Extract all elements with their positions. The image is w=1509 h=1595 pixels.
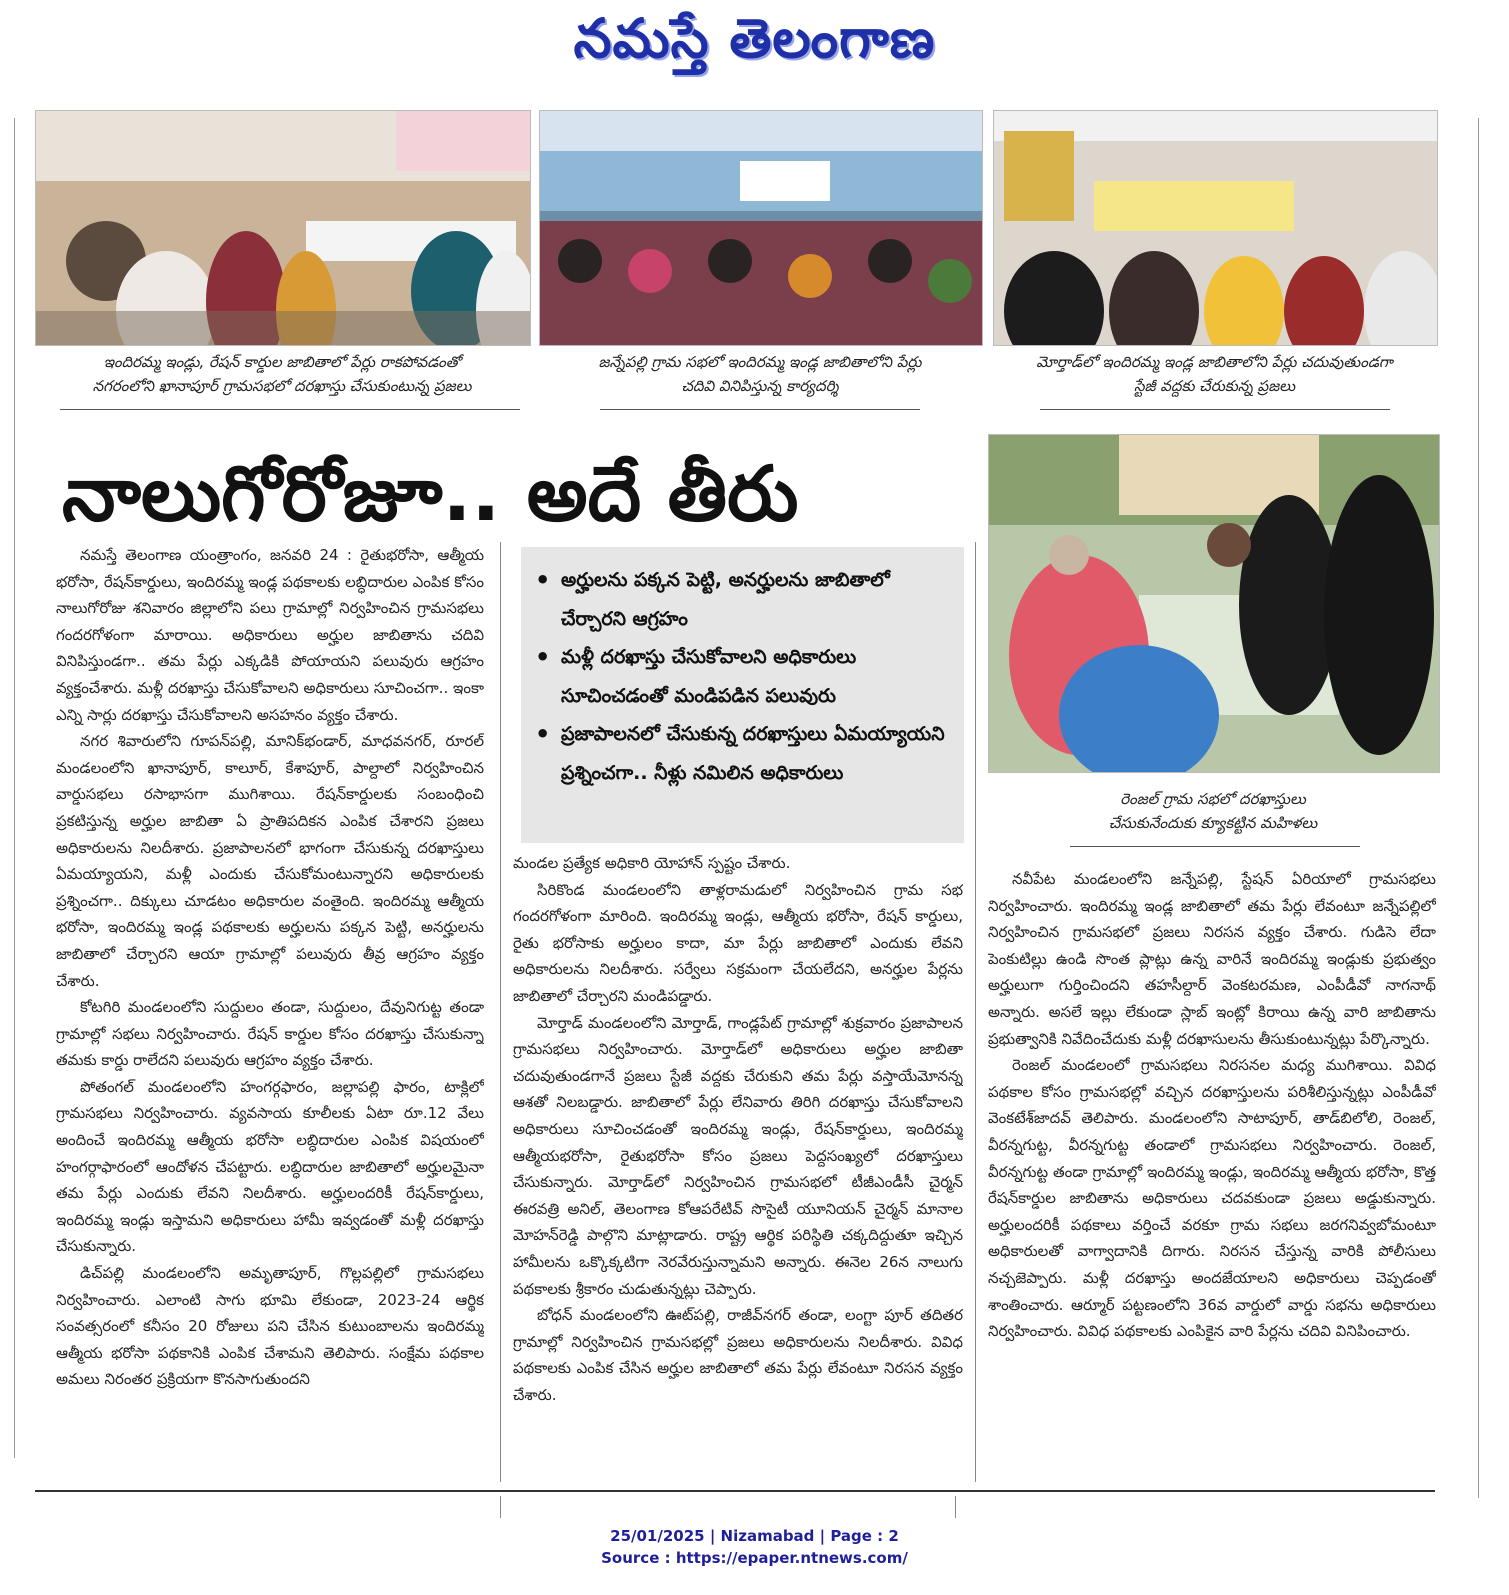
caption-line: నగరంలోని ఖానాపూర్ గ్రామసభలో దరఖాస్తు చేసుకుంటున్న ప్రజలు <box>92 377 472 395</box>
caption-underline <box>60 409 520 410</box>
caption-line: చదివి వినిపిస్తున్న కార్యదర్శి <box>681 377 839 395</box>
article-headline: నాలుగోరోజూ.. అదే తీరు <box>62 449 799 538</box>
caption-line: స్టేజీ వద్దకు చేరుకున్న ప్రజలు <box>1133 377 1296 395</box>
caption-line: రెంజల్ గ్రామ సభలో దరఖాస్తులు <box>1120 790 1306 808</box>
photo-caption-renjal <box>988 787 1438 835</box>
column-divider <box>500 542 501 1482</box>
article-paragraph: నవీపేట మండలంలోని జన్నేపల్లి, స్టేషన్ ఏరియాలో గ్రామసభలు నిర్వహించారు. ఇందిరమ్మ ఇండ్ల జాబితాలో తమ పేర్లు లేవంటూ జన్నేపల్లిలో నిర్వహించిన గ్రామసభలో ప్రజలు నిరసన వ్యక్తం చేశారు. గుడిసె లేదా పెంకుటిల్లు ఉండి సొంత ప్లాట్లు ఉన్న వారినే ఇందిరమ్మ ఇండ్లుకు ప్రభుత్వం అర్హులుగా గుర్తించిందని తహసీల్దార్ వెంకటరమణ, ఎంపీడీవో నాగనాథ్ అన్నారు. అసలే ఇల్లు లేకుండా స్లాబ్ ఇంట్లో కిరాయి ఉన్న వారి జాబితాను ప్రభుత్వానికి నివేదించేదుకు మళ్లీ దరఖాసులను తీసుకుంటున్నట్లు పేర్కొన్నారు. <box>988 870 1436 1048</box>
page-bottom-rule <box>35 1490 1435 1492</box>
masthead-title: నమస్తే తెలంగాణ <box>573 7 936 70</box>
article-column-3 <box>988 866 1436 1487</box>
footer-date-edition: 25/01/2025 | Nizamabad | Page : 2 <box>610 1527 899 1545</box>
caption-underline <box>600 409 920 410</box>
article-paragraph: మండల ప్రత్యేక అధికారి యోహాన్ స్పష్టం చేశారు. <box>513 854 791 872</box>
highlight-item: • అర్హులను పక్కన పెట్టి, అనర్హులను జాబితాలో చేర్చారని ఆగ్రహం <box>561 561 954 638</box>
article-paragraph: రెంజల్ మండలంలో గ్రామసభలు నిరసనల మధ్య ముగిశాయి. వివిధ పథకాల కోసం గ్రామసభల్లో వచ్చిన దరఖాస్తులను పరిశీలిస్తున్నట్లు ఎంపీడీవో వెంకటేశ్‌జాదవ్ తెలిపారు. మండలంలోని సాటాపూర్, తాడ్‌బిలోలి, రెంజల్, వీరన్నగుట్ట, వీరన్నగుట్ట తండాలో గ్రామసభలు నిర్వహించారు. రెంజల్, వీరన్నగుట్ట తండా గ్రామాల్లో ఇందిరమ్మ ఇండ్లు, ఇందిరమ్మ ఆత్మీయ భరోసా, కొత్త రేషన్‌కార్డుల జాబితాను అధికారులు చదవకుండా ప్రజలు అడ్డుకున్నారు. అర్హులందరికీ పథకాలు వర్తించే వరకూ గ్రామ సభలు జరగనివ్వబోమంటూ అధికారులతో వాగ్వాదానికి దిగారు. నిరసన చేస్తున్న వారికి పోలీసులు నచ్చజెప్పారు. మళ్లీ దరఖాస్తు అందజేయాలని అధికారులు చెప్పడంతో శాంతించారు. ఆర్మూర్ పట్టణంలోని 36వ వార్డులో వార్డు సభను అధికారులు నిర్వహించారు. వివిధ పథకాలకు ఎంపికైన వారి పేర్లను చదివి వినిపించారు. <box>988 1056 1436 1341</box>
column-divider <box>500 1496 501 1518</box>
article-paragraph: నమస్తే తెలంగాణ యంత్రాంగం, జనవరి 24 : రైతుభరోసా, ఆత్మీయ భరోసా, రేషన్‌కార్డులు, ఇందిరమ్మ ఇండ్ల పథకాలకు లబ్ధిదారుల ఎంపిక కోసం నాలుగోరోజు శనివారం జిల్లాలోని పలు గ్రామాల్లో నిర్వహించిన గ్రామసభలు గందరగోళంగా మారాయి. అధికారులు అర్హుల జాబితాను చదివి వినిపిస్తుండగా.. తమ పేర్లు ఎక్కడికి పోయాయని పలువురు ఆగ్రహం వ్యక్తంచేశారు. మళ్లీ దరఖాస్తు చేసుకోవాలని అధికారులు సూచించగా.. ఇంకా ఎన్ని సార్లు దరఖాస్తు చేసుకోవాలని అసహనం వ్యక్తం చేశారు. <box>56 546 484 724</box>
highlights-box <box>521 547 964 843</box>
footer-source-link[interactable]: Source : https://epaper.ntnews.com/ <box>601 1549 908 1567</box>
photo-mortad-grama-sabha <box>993 110 1438 346</box>
photo-khanapur-grama-sabha <box>35 110 531 346</box>
caption-underline <box>1040 409 1390 410</box>
caption-line: జన్నేపల్లి గ్రామ సభలో ఇందిరమ్మ ఇండ్ల జాబితాలోని పేర్లు <box>598 353 922 371</box>
adjacent-page-edge-left <box>0 118 15 1458</box>
adjacent-page-edge-right <box>1478 118 1509 1498</box>
article-paragraph: బోధన్ మండలంలోని ఊట్‌పల్లి, రాజీవ్‌నగర్ తండా, లంగ్టా పూర్ తదితర గ్రామాల్లో నిర్వహించిన గ్రామసభల్లో ప్రజలు అధికారులను నిలదీశారు. వివిధ పథకాలకు ఎంపిక చేసిన అర్హుల జాబితాలో తమ పేర్లు లేవంటూ నిరసన వ్యక్తం చేశారు. <box>513 1306 963 1404</box>
article-paragraph: డిచ్‌పల్లి మండలంలోని అమృతాపూర్, గొల్లపల్లిలో గ్రామసభలు నిర్వహించారు. ఎలాంటి సాగు భూమి లేకుండా, 2023-24 ఆర్థిక సంవత్సరంలో కనీసం 20 రోజులు పని చేసిన కుటుంబాలను ఇందిరమ్మ ఆత్మీయ భరోసా పథకానికి ఎంపిక చేశామని తెలిపారు. సంక్షేమ పథకాల అమలు నిరంతర ప్రక్రియగా కొనసాగుతుందని <box>56 1264 484 1389</box>
photo-renjal-women-queue <box>988 434 1440 773</box>
photo-caption-mortad <box>993 350 1436 398</box>
article-column-1 <box>56 542 484 1487</box>
highlight-item: • మళ్లీ దరఖాస్తు చేసుకోవాలని అధికారులు సూచించడంతో మండిపడిన పలువురు <box>561 638 954 715</box>
column-divider <box>955 1496 956 1518</box>
article-paragraph: పోతంగల్ మండలంలోని హంగర్గఫారం, జల్లాపల్లి ఫారం, టాక్లిలో గ్రామసభలు నిర్వహించారు. వ్యవసాయ కూలీలకు ఏటా రూ.12 వేలు అందించే ఇందిరమ్మ ఆత్మీయ భరోసా లబ్ధిదారుల ఎంపిక విషయంలో హంగర్గాఫారంలో ఆందోళన చేపట్టారు. లబ్ధిదారుల జాబితాలో అర్హులమైనా తమ పేర్లు ఎందుకు లేవని నిలదీశారు. అర్హులందరికీ రేషన్‌కార్డులు, ఇందిరమ్మ ఇండ్లు ఇస్తామని అధికారులు హామీ ఇవ్వడంతో మళ్లీ దరఖాస్తు చేసుకున్నారు. <box>56 1077 484 1256</box>
article-paragraph: సిరికొండ మండలంలోని తాళ్లరామడులో నిర్వహించిన గ్రామ సభ గందరగోళంగా మారింది. ఇందిరమ్మ ఇండ్లు, ఆత్మీయ భరోసా, రేషన్ కార్డులు, రైతు భరోసాకు అర్హులం కాదా, మా పేర్లు జాబితాలో ఎందుకు లేవని అధికారులను నిలదీశారు. సర్వేలు సక్రమంగా చేయలేదని, అనర్హుల పేర్లను జాబితాలో చేర్చారని మండిపడ్డారు. <box>513 880 963 1005</box>
photo-caption-khanapur <box>35 350 529 398</box>
column-divider <box>975 542 976 1482</box>
caption-line: మోర్తాడ్‌లో ఇందిరమ్మ ఇండ్ల జాబితాలోని పేర్లు చదువుతుండగా <box>1036 353 1393 371</box>
highlight-item: • ప్రజాపాలనలో చేసుకున్న దరఖాస్తులు ఏమయ్యాయని ప్రశ్నించగా.. నీళ్లు నమిలిన అధికారులు <box>561 715 954 792</box>
caption-line: ఇందిరమ్మ ఇండ్లు, రేషన్ కార్డుల జాబితాలో పేర్లు రాకపోవడంతో <box>103 353 461 371</box>
caption-underline <box>1070 846 1360 847</box>
article-paragraph: మోర్తాడ్ మండలంలోని మోర్తాడ్, గాండ్లపేట్ గ్రామాల్లో శుక్రవారం ప్రజాపాలన గ్రామసభలు నిర్వహించారు. మోర్తాడ్‌లో అధికారులు అర్హుల జాబితా చదువుతుండగానే ప్రజలు స్టేజీ వద్దకు చేరుకుని తమ పేర్లు వస్తాయేమోనన్న ఆశతో నిలబడ్డారు. జాబితాలో పేర్లు లేనివారు తిరిగి దరఖాస్తు చేసుకోవాలని అధికారులు సూచించడంతో ఇందిరమ్మ ఇండ్లు, రేషన్‌కార్డులు, ఇందిరమ్మ ఆత్మీయభరోసా, రైతుభరోసా కోసం ప్రజలు పెద్దసంఖ్యలో దరఖాస్తులు చేసుకున్నారు. మోర్తాడ్‌లో నిర్వహించిన గ్రామసభలో టీజీఎండీసీ చైర్మన్ ఈరవత్రి అనిల్, తెలంగాణ కోఆపరేటివ్ సొసైటీ యూనియన్ చైర్మన్ మానాల మోహన్‌రెడ్డి పాల్గొని మాట్లాడారు. రాష్ట్ర ఆర్థిక పరిస్థితి చక్కదిద్దుతూ ఇచ్చిన హామీలను ఒక్కొక్కటిగా నెరవేరుస్తున్నామని అన్నారు. ఈనెల 26న నాలుగు పథకాలకు శ్రీకారం చుడుతున్నట్లు చెప్పారు. <box>513 1013 963 1298</box>
photo-caption-jannepalli <box>539 350 981 398</box>
article-paragraph: నగర శివారులోని గూపన్‌పల్లి, మానిక్‌భండార్, మాధవనగర్, రూరల్ మండలంలోని ఖానాపూర్, కాలూర్, కేశాపూర్, పాల్దాలో నిర్వహించిన వార్డుసభలు రసాభాసగా ముగిశాయి. రేషన్‌కార్డులకు సంబంధించి ప్రకటిస్తున్న అర్హుల జాబితా ఏ ప్రాతిపదికన ఎంపిక చేశారని ప్రజలు అధికారులను నిలదీశారు. ప్రజాపాలనలో భాగంగా చేసుకున్న దరఖాస్తులు ఏమయ్యాయని, మళ్లీ ఎందుకు చేసుకోమంటున్నారని అధికారులకు ప్రశ్నించగా.. దిక్కులు చూడటం అధికారుల వంతైంది. ఇందిరమ్మ ఆత్మీయ భరోసా, ఇందిరమ్మ ఇండ్ల పథకాలకు అర్హులను పక్కన పెట్టి, అనర్హులను జాబితాలో చేర్చారని ఆయా గ్రామాల్లో పలువురు తీవ్ర ఆగ్రహం వ్యక్తం చేశారు. <box>56 732 484 990</box>
article-paragraph: కోటగిరి మండలంలోని సుద్దులం తండా, సుద్దులం, దేవునిగుట్ట తండా గ్రామాల్లో సభలు నిర్వహించారు. రేషన్ కార్డుల కోసం దరఖాస్తు చేసుకున్నా తమకు కార్డు రాలేదని పలువురు ఆగ్రహం వ్యక్తం చేశారు. <box>56 998 484 1070</box>
photo-jannepalli-grama-sabha <box>539 110 983 346</box>
epaper-footer <box>0 1525 1509 1569</box>
article-column-2 <box>513 850 963 1487</box>
caption-line: చేసుకునేందుకు క్యూకట్టిన మహిళలు <box>1108 814 1318 832</box>
